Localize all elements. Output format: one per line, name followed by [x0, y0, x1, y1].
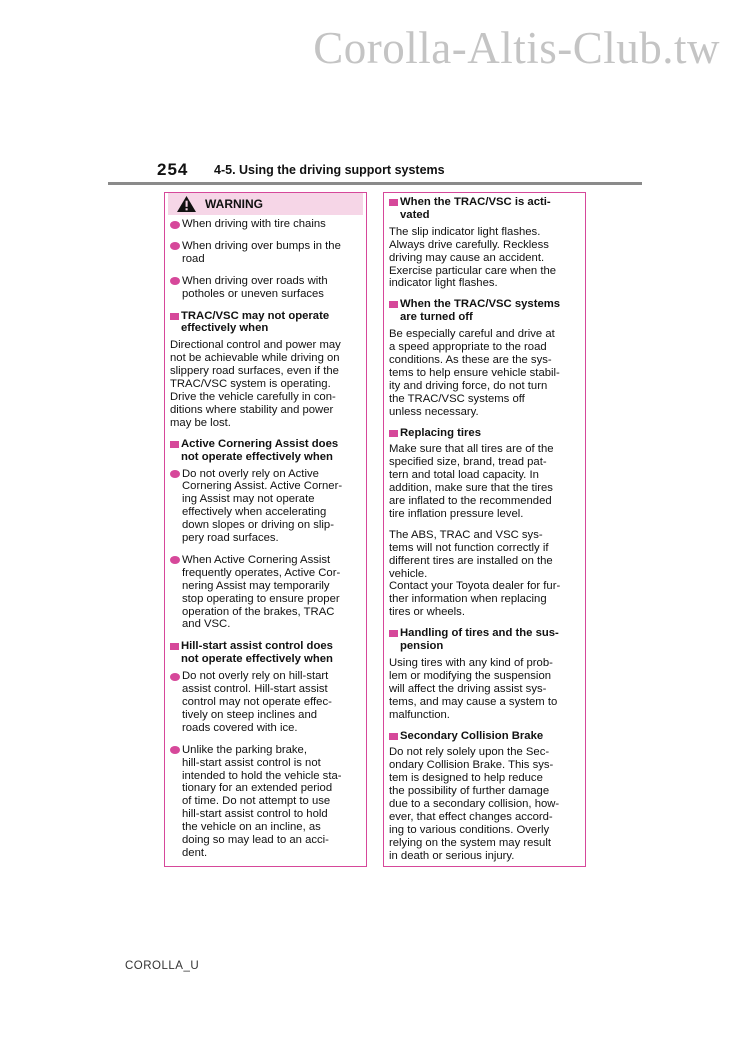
bullet-dot-icon: [170, 277, 180, 285]
info-box: [383, 192, 586, 867]
bullet-dot-icon: [170, 221, 180, 229]
footer-model-code: COROLLA_U: [125, 960, 200, 972]
info-content: [384, 193, 585, 863]
heading-text: Replacing tires: [400, 426, 481, 439]
bullet-item: [170, 468, 361, 545]
warning-box: [164, 192, 367, 867]
paragraph: The slip indicator light flashes. Always drive carefully. Reckless driving may cause an accident. Exercise particular care when the indicator light flashes.: [389, 225, 557, 290]
warning-header: [168, 193, 363, 215]
square-bullet-icon: [389, 733, 398, 740]
bullet-text: When driving with tire chains: [182, 218, 326, 230]
square-bullet-icon: [170, 643, 179, 650]
subsection-heading: [389, 427, 580, 440]
bullet-text: Unlike the parking brake, hill-start assist control is not intended to hold the vehicle sta- tionary for an extended period of time. Do not attempt to use hill-start assist control to hold the vehicle on an incline, as doing so may lead to an acci- dent.: [182, 743, 342, 859]
watermark: Corolla-Altis-Club.tw: [313, 23, 720, 73]
bullet-text: Do not overly rely on hill-start assist control. Hill-start assist control may not operate effec- tively on steep inclines and roads covered with ice.: [182, 670, 332, 734]
header-divider: [108, 182, 642, 185]
bullet-item: [170, 218, 361, 231]
square-bullet-icon: [389, 199, 398, 206]
warning-label: WARNING: [205, 197, 263, 211]
bullet-dot-icon: [170, 470, 180, 478]
heading-text: Secondary Collision Brake: [400, 729, 544, 742]
subsection-heading: [389, 298, 580, 324]
page-number: 254: [157, 160, 189, 179]
bullet-dot-icon: [170, 242, 180, 250]
bullet-item: [170, 275, 361, 301]
bullet-item: [170, 670, 361, 735]
bullet-text: When driving over roads with potholes or uneven surfaces: [182, 274, 328, 300]
bullet-dot-icon: [170, 556, 180, 564]
bullet-text: When Active Cornering Assist frequently operates, Active Cor- nering Assist may temporarily stop operating to ensure proper operation of the brakes, TRAC and VSC.: [182, 553, 341, 631]
square-bullet-icon: [389, 430, 398, 437]
bullet-item: [170, 240, 361, 266]
square-bullet-icon: [389, 630, 398, 637]
paragraph: Make sure that all tires are of the specified size, brand, tread pat- tern and total load capacity. In addition, make sure that the tires are inflated to the recommended tire inflation pressure level.: [389, 443, 554, 520]
subsection-heading: [170, 640, 361, 666]
paragraph: Directional control and power may not be achievable while driving on slippery road surfaces, even if the TRAC/VSC system is operating. Drive the vehicle carefully in con- ditions where stability and power may be lost.: [170, 339, 341, 429]
heading-text: Handling of tires and the sus- pension: [400, 627, 559, 653]
section-title: 4-5. Using the driving support systems: [214, 163, 445, 177]
subsection-heading: [170, 310, 361, 336]
paragraph: Using tires with any kind of prob- lem or modifying the suspension will affect the driving assist sys- tems, and may cause a system to malfunction.: [389, 657, 558, 721]
bullet-dot-icon: [170, 673, 180, 681]
subsection-heading: [389, 730, 580, 743]
warning-triangle-icon: [176, 195, 197, 213]
subsection-heading: [170, 438, 361, 464]
square-bullet-icon: [389, 301, 398, 308]
heading-text: TRAC/VSC may not operate effectively when: [181, 309, 330, 335]
paragraph: Do not rely solely upon the Sec- ondary Collision Brake. This sys- tem is designed to help reduce the possibility of further damage due to a secondary collision, how- ever, that effect changes accord- ing to various conditions. Overly relying on the system may result in death or serious injury.: [389, 746, 560, 862]
square-bullet-icon: [170, 441, 179, 448]
heading-text: When the TRAC/VSC is acti- vated: [400, 196, 551, 221]
paragraph: The ABS, TRAC and VSC sys- tems will not function correctly if different tires are installed on the vehicle. Contact your Toyota dealer for fur- ther information when replacing tires or wheels.: [389, 528, 561, 619]
heading-text: Hill-start assist control does not operate effectively when: [181, 640, 333, 666]
square-bullet-icon: [170, 313, 179, 320]
subsection-heading: [389, 627, 580, 653]
bullet-text: When driving over bumps in the road: [182, 239, 341, 265]
heading-text: Active Cornering Assist does not operate effectively when: [181, 437, 339, 463]
warning-content: [165, 215, 366, 860]
bullet-text: Do not overly rely on Active Cornering Assist. Active Corner- ing Assist may not operate effectively when accelerating down slopes or driving on slip- pery road surfaces.: [182, 467, 343, 545]
paragraph: Be especially careful and drive at a speed appropriate to the road conditions. As these are the sys- tems to help ensure vehicle stabil- ity and driving force, do not turn the TRAC/VSC systems off unless necessary.: [389, 328, 560, 418]
bullet-item: [170, 744, 361, 860]
bullet-dot-icon: [170, 746, 180, 754]
heading-text: When the TRAC/VSC systems are turned off: [400, 298, 561, 324]
bullet-item: [170, 554, 361, 631]
subsection-heading: [389, 196, 580, 222]
